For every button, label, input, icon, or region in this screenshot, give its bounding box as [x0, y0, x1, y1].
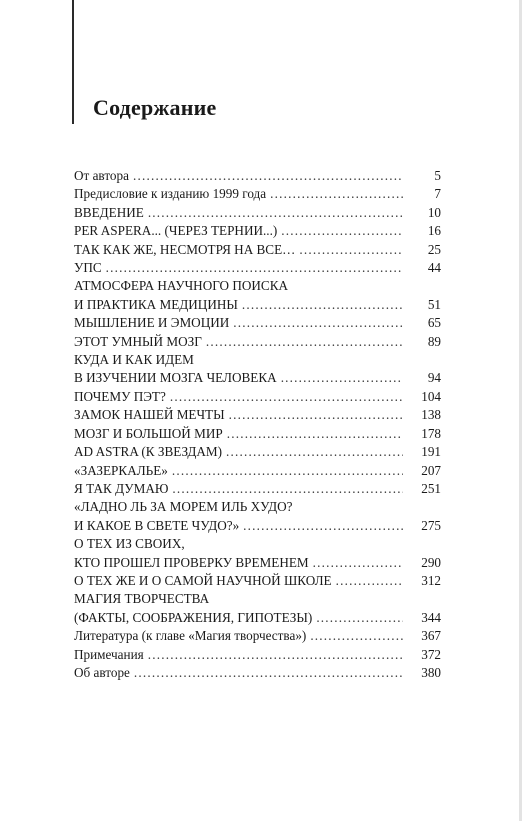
- toc-entry: [74, 462, 441, 480]
- toc-entry-row: [74, 388, 441, 406]
- toc-entry: [74, 572, 441, 590]
- dot-leader: [134, 664, 403, 682]
- toc-entry-title: Предисловие к изданию 1999 года: [74, 186, 267, 202]
- toc-entry: [74, 241, 441, 259]
- toc-entry-row: [74, 554, 441, 572]
- dot-leader: [299, 241, 403, 259]
- toc-entry-row: [74, 222, 441, 240]
- toc-entry: [74, 443, 441, 461]
- toc-entry: [74, 646, 441, 664]
- toc-page-number: 104: [421, 388, 441, 404]
- toc-entry-row: [74, 480, 441, 498]
- toc-entry-title-line: АТМОСФЕРА НАУЧНОГО ПОИСКА: [74, 278, 289, 294]
- toc-entry-title: КТО ПРОШЕЛ ПРОВЕРКУ ВРЕМЕНЕМ: [74, 554, 309, 570]
- toc-entry-row: [74, 314, 441, 332]
- toc-entry-title: ТАК КАК ЖЕ, НЕСМОТРЯ НА ВСЕ…: [74, 241, 296, 257]
- toc-entry-title: В ИЗУЧЕНИИ МОЗГА ЧЕЛОВЕКА: [74, 370, 277, 386]
- toc-entry-row: [74, 609, 441, 627]
- toc-entry: [74, 259, 441, 277]
- toc-entry-row: [74, 241, 441, 259]
- dot-leader: [133, 167, 403, 185]
- toc-entry-title: Я ТАК ДУМАЮ: [74, 480, 169, 496]
- toc-entry-title-line: КУДА И КАК ИДЕМ: [74, 352, 194, 368]
- toc-entry-title: От автора: [74, 168, 129, 183]
- toc-page-number: 344: [421, 609, 441, 625]
- dot-leader: [316, 609, 403, 627]
- toc-entry: [74, 333, 441, 351]
- toc-entry: [74, 351, 441, 388]
- toc-entry: [74, 480, 441, 498]
- toc-page-number: 5: [434, 168, 441, 183]
- toc-entry-title: Примечания: [74, 646, 144, 662]
- dot-leader: [313, 554, 403, 572]
- toc-entry-row: [74, 406, 441, 424]
- toc-entry-row: [74, 369, 441, 387]
- toc-entry-title-line: «ЛАДНО ЛЬ ЗА МОРЕМ ИЛЬ ХУДО?: [74, 499, 293, 515]
- toc-entry-title: AD ASTRA (К ЗВЕЗДАМ): [74, 444, 222, 460]
- toc-entry: [74, 204, 441, 222]
- toc-entry-row: [74, 664, 441, 682]
- dot-leader: [206, 333, 403, 351]
- toc-entry-title-line: О ТЕХ ИЗ СВОИХ,: [74, 536, 185, 552]
- toc-page-number: 191: [421, 444, 441, 460]
- toc-entry-title: Литература (к главе «Магия творчества»): [74, 628, 307, 644]
- toc-entry-row: [74, 627, 441, 645]
- dot-leader: [148, 204, 403, 222]
- dot-leader: [170, 388, 403, 406]
- dot-leader: [310, 627, 403, 645]
- toc-page-number: 312: [421, 572, 441, 588]
- toc-entry: [74, 425, 441, 443]
- toc-entry-title: ПОЧЕМУ ПЭТ?: [74, 388, 166, 404]
- dot-leader: [336, 572, 403, 590]
- toc-entry: [74, 498, 441, 535]
- toc-entry-title: МОЗГ И БОЛЬШОЙ МИР: [74, 425, 223, 441]
- toc-entry: [74, 167, 441, 185]
- toc-entry-row: [74, 185, 441, 203]
- toc-entry: [74, 535, 441, 572]
- toc-entry: [74, 388, 441, 406]
- toc-page-number: 89: [427, 333, 441, 349]
- dot-leader: [243, 517, 403, 535]
- dot-leader: [281, 369, 403, 387]
- toc-entry-title: ЗАМОК НАШЕЙ МЕЧТЫ: [74, 407, 225, 423]
- toc-entry-title-line: МАГИЯ ТВОРЧЕСТВА: [74, 591, 210, 607]
- toc-entry: [74, 664, 441, 682]
- dot-leader: [227, 425, 403, 443]
- toc-page-number: 65: [427, 315, 441, 331]
- dot-leader: [172, 480, 403, 498]
- toc-page-number: 44: [427, 260, 441, 276]
- toc-page-number: 251: [421, 480, 441, 496]
- toc-entry-title: МЫШЛЕНИЕ И ЭМОЦИИ: [74, 315, 230, 331]
- toc-entry-title: И КАКОЕ В СВЕТЕ ЧУДО?»: [74, 517, 240, 533]
- toc-entry-row: [74, 204, 441, 222]
- toc-entry: [74, 222, 441, 240]
- dot-leader: [148, 646, 403, 664]
- toc-page-number: 7: [434, 186, 441, 202]
- dot-leader: [233, 314, 403, 332]
- toc-entry-row: [74, 517, 441, 535]
- toc-page-number: 275: [421, 517, 441, 533]
- toc-entry: [74, 406, 441, 424]
- toc-page-number: 25: [427, 241, 441, 257]
- toc-page-number: 138: [421, 407, 441, 423]
- toc-entry-title: ВВЕДЕНИЕ: [74, 204, 144, 220]
- toc-entry-row: [74, 167, 441, 185]
- toc-entry-title: Об авторе: [74, 664, 130, 680]
- toc-entry-row: [74, 333, 441, 351]
- toc-page-number: 207: [421, 462, 441, 478]
- toc-entry: [74, 627, 441, 645]
- dot-leader: [281, 222, 403, 240]
- toc-page-number: 372: [421, 646, 441, 662]
- toc-entry-title: (ФАКТЫ, СООБРАЖЕНИЯ, ГИПОТЕЗЫ): [74, 609, 313, 625]
- toc-entry-row: [74, 425, 441, 443]
- dot-leader: [106, 259, 403, 277]
- toc-page-number: 290: [421, 554, 441, 570]
- toc-entry-title: О ТЕХ ЖЕ И О САМОЙ НАУЧНОЙ ШКОЛЕ: [74, 572, 332, 588]
- toc-entry-title: И ПРАКТИКА МЕДИЦИНЫ: [74, 296, 238, 312]
- dot-leader: [270, 185, 403, 203]
- toc-page-number: 178: [421, 425, 441, 441]
- toc-page-number: 94: [427, 370, 441, 386]
- toc-entry-row: [74, 572, 441, 590]
- toc-entry-row: [74, 296, 441, 314]
- toc-entry: [74, 314, 441, 332]
- vertical-rule: [72, 0, 74, 124]
- toc-entry-row: [74, 259, 441, 277]
- toc-entry-title: «ЗАЗЕРКАЛЬЕ»: [74, 462, 168, 478]
- page-title: Содержание: [93, 95, 217, 120]
- toc-entry-title: УПС: [74, 260, 102, 276]
- toc-entry-title: ЭТОТ УМНЫЙ МОЗГ: [74, 333, 202, 349]
- toc-entry-row: [74, 646, 441, 664]
- toc-page-number: 51: [427, 296, 441, 312]
- table-of-contents: [74, 167, 441, 682]
- dot-leader: [226, 443, 403, 461]
- toc-entry-title: PER ASPERA... (ЧЕРЕЗ ТЕРНИИ...): [74, 223, 278, 239]
- dot-leader: [172, 462, 403, 480]
- toc-entry-row: [74, 443, 441, 461]
- dot-leader: [242, 296, 403, 314]
- toc-page-number: 367: [421, 628, 441, 644]
- toc-page-number: 380: [421, 664, 441, 680]
- toc-entry: [74, 277, 441, 314]
- toc-entry: [74, 185, 441, 203]
- dot-leader: [229, 406, 403, 424]
- toc-entry: [74, 590, 441, 627]
- toc-page-number: 16: [427, 223, 441, 239]
- toc-page-number: 10: [427, 204, 441, 220]
- toc-entry-row: [74, 462, 441, 480]
